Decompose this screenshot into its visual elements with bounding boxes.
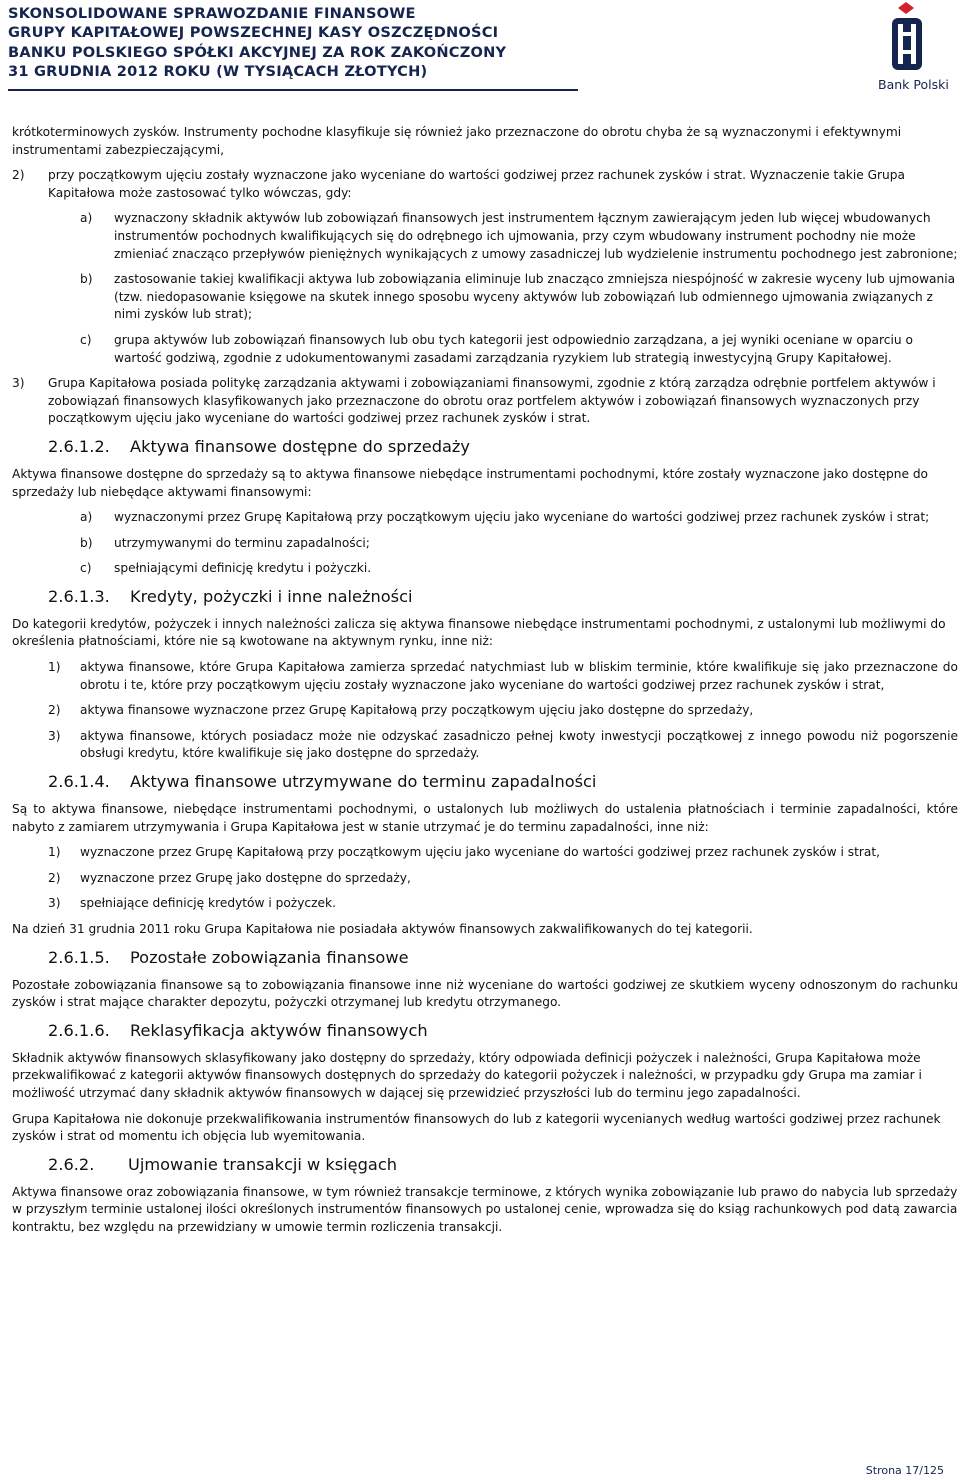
sub-label: a)	[80, 211, 93, 226]
section-number: 2.6.2.	[48, 1154, 95, 1174]
list-text: Grupa Kapitałowa posiada politykę zarządzania aktywami i zobowiązaniami finansowymi, zgodnie z którą zarządza odrębnie portfelem aktywów i zobowiązań finansowych klasyfikowanych jako przeznaczone do obrotu oraz portfelem aktywów i zobowiązań finansowych wyznaczonych przy początkowym ujęciu jako wyceniane do wartości godziwej przez rachunek zysków i strat.	[48, 376, 936, 426]
sub-text: spełniającymi definicję kredytu i pożyczki.	[114, 561, 372, 576]
document-body	[12, 124, 958, 1245]
list-item	[12, 702, 958, 720]
paragraph: Aktywa finansowe dostępne do sprzedaży są to aktywa finansowe niebędące instrumentami pochodnymi, które zostały wyznaczone jako dostępne do sprzedaży lub niebędące aktywami finansowymi:	[12, 466, 929, 499]
section-number: 2.6.1.2.	[48, 436, 110, 456]
section-heading	[12, 1021, 958, 1041]
list-item	[12, 375, 958, 428]
section-title: Aktywa finansowe utrzymywane do terminu zapadalności	[130, 772, 597, 792]
section-heading	[12, 948, 958, 968]
section-number: 2.6.1.6.	[48, 1020, 110, 1040]
sub-item	[12, 271, 958, 324]
list-label: 2)	[48, 703, 61, 718]
sub-text: zastosowanie takiej kwalifikacji aktywa lub zobowiązania eliminuje lub znacząco zmniejsza niespójność w zakresie wyceny lub ujmowania (tzw. niedopasowanie księgowe na skutek innego sposobu wyceny aktywów lub zobowiązań lub odmiennego ujmowania związanych z nimi zysków lub strat);	[114, 272, 956, 322]
list-label: 2)	[48, 870, 61, 885]
note-paragraph: Na dzień 31 grudnia 2011 roku Grupa Kapitałowa nie posiadała aktywów finansowych zakwalifikowanych do tej kategorii.	[12, 922, 753, 936]
sub-label: c)	[80, 561, 92, 576]
page-number: Strona 17/125	[865, 1464, 944, 1477]
sub-item	[12, 210, 958, 263]
list-text: wyznaczone przez Grupę jako dostępne do sprzedaży,	[80, 870, 411, 885]
paragraph: Do kategorii kredytów, pożyczek i innych należności zalicza się aktywa finansowe niebędące instrumentami pochodnymi, z ustalonymi lub możliwymi do określenia płatnościami, które nie są kwotowane na aktywnym rynku, inne niż:	[12, 616, 946, 649]
title-line: BANKU POLSKIEGO SPÓŁKI AKCYJNEJ ZA ROK ZAKOŃCZONY	[8, 43, 507, 61]
list-item	[12, 895, 958, 913]
section-heading	[12, 587, 958, 607]
list-item	[12, 659, 958, 694]
list-label: 1)	[48, 845, 61, 860]
paragraph: Składnik aktywów finansowych sklasyfikowany jako dostępny do sprzedaży, który odpowiada definicji pożyczek i należności, Grupa Kapitałowa może przekwalifikować z kategorii aktywów finansowych dostępnych do sprzedaży do kategorii pożyczek i należności, w przypadku gdy Grupa ma zamiar i możliwość utrzymać dany składnik aktywów finansowych w dającej się przewidzieć przyszłości lub do terminu jego zapadalności.	[12, 1050, 922, 1100]
sub-text: utrzymywanymi do terminu zapadalności;	[114, 535, 370, 550]
title-line: SKONSOLIDOWANE SPRAWOZDANIE FINANSOWE	[8, 5, 416, 22]
list-text: aktywa finansowe wyznaczone przez Grupę Kapitałową przy początkowym ujęciu jako dostępne do sprzedaży,	[80, 703, 754, 718]
list-item	[12, 870, 958, 888]
sub-item	[12, 509, 958, 527]
section-title: Aktywa finansowe dostępne do sprzedaży	[130, 436, 470, 456]
sub-label: b)	[80, 535, 93, 550]
sub-label: b)	[80, 272, 93, 287]
title-line: GRUPY KAPITAŁOWEJ POWSZECHNEJ KASY OSZCZĘDNOŚCI	[8, 24, 499, 42]
section-title: Ujmowanie transakcji w księgach	[128, 1154, 397, 1174]
list-label: 1)	[48, 660, 61, 675]
list-label: 3)	[48, 728, 61, 743]
sub-item	[12, 332, 958, 367]
header-rule	[8, 89, 578, 91]
list-label: 2)	[12, 168, 25, 183]
sub-text: wyznaczony składnik aktywów lub zobowiązań finansowych jest instrumentem łącznym zawierającym jeden lub więcej wbudowanych instrumentów pochodnych kwalifikujących się do odrębnego ich ujmowania, przy czym wbudowany instrument pochodny nie może zmieniać znacząco przepływów pieniężnych wynikających z umowy zasadniczej lub wydzielenie instrumentu pochodnego jest zabronione;	[114, 211, 958, 261]
list-text: aktywa finansowe, których posiadacz może nie odzyskać zasadniczo pełnej kwoty inwestycji początkowej z innego powodu niż pogorszenie obsługi kredytu, które kwalifikuje się jako dostępne do sprzedaży.	[80, 728, 958, 761]
list-text: przy początkowym ujęciu zostały wyznaczone jako wyceniane do wartości godziwej przez rachunek zysków i strat. Wyznaczenie takie Grupa Kapitałowa może zastosować tylko wówczas, gdy:	[48, 168, 905, 200]
paragraph: Grupa Kapitałowa nie dokonuje przekwalifikowania instrumentów finansowych do lub z kategorii wycenianych według wartości godziwej przez rachunek zysków i strat od momentu ich objęcia lub wyemitowania.	[12, 1111, 941, 1144]
intro-paragraph: krótkoterminowych zysków. Instrumenty pochodne klasyfikuje się również jako przeznaczone do obrotu chyba że są wyznaczonymi i efektywnymi instrumentami zabezpieczającymi,	[12, 125, 902, 157]
sub-item	[12, 535, 958, 553]
section-title: Kredyty, pożyczki i inne należności	[130, 586, 413, 606]
section-heading	[12, 772, 958, 792]
list-text: aktywa finansowe, które Grupa Kapitałowa zamierza sprzedać natychmiast lub w bliskim terminie, które kwalifikuje się jako przeznaczone do obrotu i te, które przy początkowym ujęciu zostały wyznaczone jako wyceniane do wartości godziwej przez rachunek zysków i strat,	[80, 660, 958, 692]
page-header	[0, 0, 960, 100]
sub-text: wyznaczonymi przez Grupę Kapitałową przy początkowym ujęciu jako wyceniane do wartości godziwej przez rachunek zysków i strat;	[114, 510, 930, 525]
section-number: 2.6.1.5.	[48, 947, 110, 967]
pko-emblem-icon	[878, 2, 948, 74]
paragraph: Aktywa finansowe oraz zobowiązania finansowe, w tym również transakcje terminowe, z których wynika zobowiązanie lub prawo do nabycia lub sprzedaży w przyszłym terminie ustalonej ilości określonych instrumentów finansowych po ustalonej cenie, wprowadza się do ksiąg rachunkowych pod datą zawarcia kontraktu, bez względu na przewidziany w umowie termin rozliczenia transakcji.	[12, 1184, 958, 1234]
sub-item	[12, 560, 958, 578]
section-title: Pozostałe zobowiązania finansowe	[130, 947, 409, 967]
list-label: 3)	[12, 376, 25, 391]
list-text: spełniające definicję kredytów i pożyczek.	[80, 896, 336, 911]
logo-text: Bank Polski	[878, 77, 949, 92]
list-item	[12, 728, 958, 763]
section-title: Reklasyfikacja aktywów finansowych	[130, 1020, 428, 1040]
title-line: 31 GRUDNIA 2012 ROKU (W TYSIĄCACH ZŁOTYCH)	[8, 62, 428, 80]
pko-logo	[878, 2, 948, 98]
sub-label: c)	[80, 332, 92, 347]
sub-label: a)	[80, 510, 93, 525]
paragraph: Są to aktywa finansowe, niebędące instrumentami pochodnymi, o ustalonych lub możliwych do ustalenia płatnościach i terminie zapadalności, które nabyto z zamiarem utrzymywania i Grupa Kapitałowa jest w stanie utrzymać je do terminu zapadalności, inne niż:	[12, 802, 958, 834]
section-number: 2.6.1.4.	[48, 772, 110, 792]
section-heading	[12, 437, 958, 457]
paragraph: Pozostałe zobowiązania finansowe są to zobowiązania finansowe inne niż wyceniane do wartości godziwej ze skutkiem wyceny odnoszonym do rachunku zysków i strat mające charakter depozytu, pożyczki otrzymanej lub kredytu otrzymanego.	[12, 977, 958, 1010]
sub-text: grupa aktywów lub zobowiązań finansowych lub obu tych kategorii jest odpowiednio zarządzana, a jej wyniki oceniane w oparciu o wartość godziwą, zgodnie z udokumentowanymi zasadami zarządzania ryzykiem lub strategią inwestycyjną Grupy Kapitałowej.	[114, 332, 913, 365]
list-item	[12, 844, 958, 862]
list-label: 3)	[48, 896, 61, 911]
list-item	[12, 167, 958, 202]
section-heading	[12, 1155, 958, 1175]
list-text: wyznaczone przez Grupę Kapitałową przy początkowym ujęciu jako wyceniane do wartości godziwej przez rachunek zysków i strat,	[80, 845, 880, 860]
section-number: 2.6.1.3.	[48, 586, 110, 606]
document-title	[8, 4, 588, 81]
